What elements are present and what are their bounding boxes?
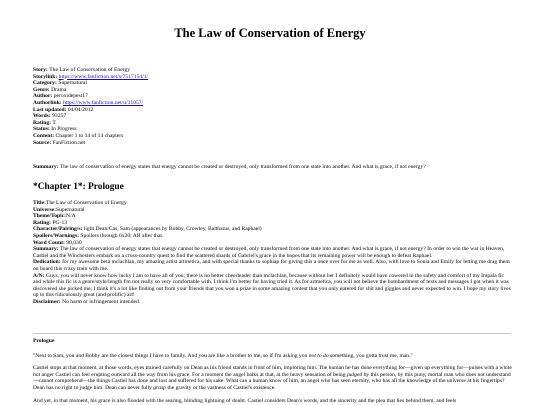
meta-rating: Rating: T [33,119,56,126]
meta-authorlink: Authorlink: https://www.fanfiction.net/u/31057/ [33,99,144,106]
chapter-metadata [33,200,513,306]
chapter-word-count: Word Count: 90,030 [33,239,82,246]
meta-source: Source: FanFiction.net [33,139,86,146]
section-divider [33,333,511,334]
meta-words: Words: 93257 [33,113,67,120]
story-summary: Summary: The law of conservation of energy states that energy cannot be created or destroyed, only transformed from one state into another. And what is grace, if not energy? [33,164,426,170]
chapter-pairing: Character/Pairing/s: light Dean/Cas, Sam (appearances by Bobby, Crowley, Balthazar, and Raphael) [33,226,262,233]
chapter-summary: Summary: The law of conservation of energy states that energy cannot be created or destroyed, only transformed from one state into another. And what is grace, if not energy? In order to win the war in Heaven, Castiel and the Winchesters embark on a cross-country quest to find the scattered shards of Gabriel's grace in the hopes that its remaining power will be enough to defeat Raphael. [33,246,505,259]
chapter-universe: Universe:Supernatural [33,206,85,213]
story-metadata [33,67,513,146]
storylink-link[interactable]: https://www.fanfiction.net/s/7517154/1/ [58,73,149,80]
story-paragraph: Castiel stops at that moment, at those words, eyes trained carefully on Dean as his friend stands in front of him, imploring him. The human he has done everything for—given up everything for—pulses with a white hot anger Castiel can feel erupting outward all the way from his grace. For a moment the angel balks at that, at the heavy sensation of being judged by this person, by this puny, mortal man who does not understand—cannot comprehend—the things Castiel has done and lost and suffered for his sake. What can a human know of him, an angel who has seen eternity, who has all the knowledge of the universe at his fingertips? Dean has no right to judge him. Dean can never fully grasp the gravity or the vastness of Castiel's existence. [33,365,512,391]
chapter-spoilers: Spoilers/Warnings: Spoilers through 6x20; AR after that. [33,232,164,239]
meta-content: Content: Chapter 1 to 14 of 14 chapters [33,132,124,139]
meta-last-updated: Last updated: 04/04/2012 [33,106,94,113]
authorlink-link[interactable]: https://www.fanfiction.net/u/31057/ [63,99,144,106]
chapter-heading: *Chapter 1*: Prologue [33,182,124,192]
meta-storylink: Storylink: https://www.fanfiction.net/s/7517154/1/ [33,73,149,80]
meta-story: Story: The Law of Conservation of Energy [33,67,131,73]
chapter-title: Title:The Law of Conservation of Energy [33,200,127,206]
meta-genre: Genre: Drama [33,86,67,93]
chapter-author-note: A/N: Guys, you will never know how lucky I am to have all of you; there is no better cheerleader than mclachlan, because without her I definitely would have cowered in the safety and comfort of my Impala fic and while this fic is a genre/style/length I'm not really so very comfortable with, I think I'm better for having tried it. As for artmetica, you will not believe the bombardment of texts and messages I got when it was discovered she picked me; I think it's a lot like finding out from your friends that you won a prize in some amazing contest that you only entered for shit and giggles and never expected to win. I hope my story lives up to this ridiculously great (and prolific) art! [33,272,511,299]
section-title: Prologue [33,338,55,344]
story-paragraph: "Next to Sam, you and Bobby are the closest things I have to family. And you are like a brother to me, so if I'm asking you not to do something, you gotta trust me, man." [33,353,413,359]
meta-author: Author: peroxidepest17 [33,93,88,100]
meta-status: Status: In Progress [33,126,77,133]
chapter-theme: Theme/Topic:N/A [33,213,76,220]
chapter-disclaimer: Disclaimer: No harm or infringement intended. [33,298,141,305]
meta-category: Category: Supernatural [33,80,87,87]
chapter-rating: Rating: PG-13 [33,219,68,226]
story-paragraph: And yet, in that moment, his grace is also flooded with the searing, blinding lightning of doubt. Castiel considers Dean's words, and the sincerity and the plea that lies behind them, and feels [33,398,457,404]
chapter-dedication: Dedication: for my awesome beta mclachlan, my amazing artist artmetica, and with special thanks to sophiap for giving this a once over for me as well. Also, with love to Sonia and Emily for letting me drag them on board this crazy train with me. [33,259,510,272]
page-title: The Law of Conservation of Energy [174,26,366,40]
